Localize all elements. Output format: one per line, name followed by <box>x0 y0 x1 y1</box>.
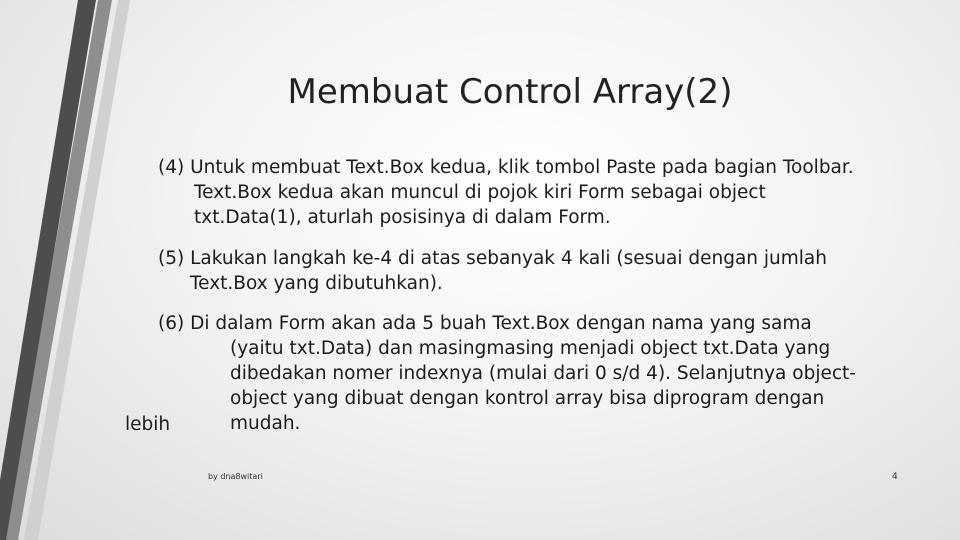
step-6-line-4: object yang dibuat dengan kontrol array bisa diprogram dengan <box>230 388 825 409</box>
step-4-line-2: Text.Box kedua akan muncul di pojok kiri Form sebagai object <box>194 182 766 203</box>
paragraph-step-4 <box>158 155 854 230</box>
decorative-stripes <box>0 0 130 540</box>
step-5-line-2: Text.Box yang dibutuhkan). <box>190 273 443 294</box>
paragraph-step-6 <box>158 311 856 436</box>
slide-title: Membuat Control Array(2) <box>287 72 733 112</box>
step-4-line-3: txt.Data(1), aturlah posisinya di dalam Form. <box>194 207 611 228</box>
slide-footer: by dna8witari <box>208 472 263 481</box>
page-number: 4 <box>892 472 898 482</box>
step-4-line-1: (4) Untuk membuat Text.Box kedua, klik tombol Paste pada bagian Toolbar. <box>158 157 854 178</box>
stripe-mid <box>4 0 112 540</box>
step-6-line-5: mudah. <box>230 413 301 434</box>
stray-word-lebih: lebih <box>125 414 171 435</box>
step-6-line-3: dibedakan nomer indexnya (mulai dari 0 s/d 4). Selanjutnya object- <box>230 363 856 384</box>
paragraph-step-5 <box>158 246 827 296</box>
step-6-line-2: (yaitu txt.Data) dan masingmasing menjadi object txt.Data yang <box>230 338 831 359</box>
step-5-line-1: (5) Lakukan langkah ke-4 di atas sebanyak 4 kali (sesuai dengan jumlah <box>158 248 827 269</box>
step-6-line-1: (6) Di dalam Form akan ada 5 buah Text.Box dengan nama yang sama <box>158 313 812 334</box>
